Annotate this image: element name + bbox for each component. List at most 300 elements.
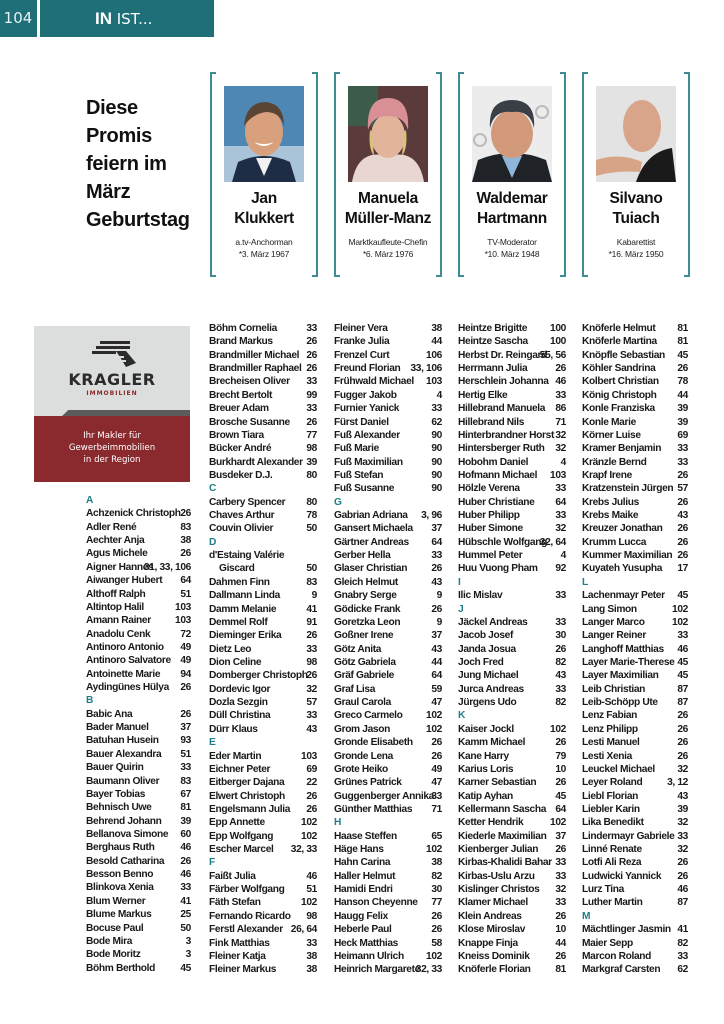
- index-entry: [582, 482, 688, 495]
- index-entry-name: Kellermann Sascha: [458, 803, 547, 815]
- index-entry: [209, 496, 317, 509]
- index-entry-name: Liebler Karin: [582, 803, 640, 815]
- index-entry-pages: 26: [306, 416, 317, 428]
- index-entry-name: Besson Benno: [86, 869, 154, 881]
- index-entry-name: Antinoro Antonio: [86, 641, 164, 653]
- index-entry-name: Aydingünes Hülya: [86, 682, 169, 694]
- index-entry: [582, 643, 688, 656]
- index-entry-name: Knöferle Martina: [582, 336, 657, 348]
- index-entry: [209, 402, 317, 415]
- index-entry: [582, 683, 688, 696]
- index-entry: [458, 522, 566, 535]
- celebrity-card: [458, 72, 566, 277]
- index-entry-pages: 41: [306, 603, 317, 615]
- index-entry-name: Joch Fred: [458, 656, 504, 668]
- index-entry-name: Altintop Halil: [86, 601, 144, 613]
- index-entry-pages: 103: [550, 469, 566, 481]
- index-entry-name: Hofmann Michael: [458, 469, 538, 481]
- index-entry: [334, 790, 442, 803]
- index-letter-header: [582, 576, 688, 589]
- index-entry: [334, 736, 442, 749]
- index-entry-name: Dion Celine: [209, 656, 262, 668]
- index-entry-name: Klein Andreas: [458, 910, 522, 922]
- celebrity-birthdate: *3. März 1967: [238, 249, 290, 259]
- index-entry: [209, 603, 317, 616]
- index-entry: [458, 896, 566, 909]
- index-entry-pages: 69: [306, 763, 317, 775]
- index-entry-name: Burkhardt Alexander: [209, 456, 303, 468]
- index-entry-name: Couvin Olivier: [209, 523, 274, 535]
- index-entry: [86, 922, 191, 935]
- index-entry-pages: 26: [180, 508, 191, 520]
- index-entry: [458, 763, 566, 776]
- index-entry-name: Liebl Florian: [582, 790, 639, 802]
- index-entry-name: Götz Gabriela: [334, 656, 396, 668]
- index-entry-pages: 32: [555, 884, 566, 896]
- ad-brand: KRAGLER: [68, 370, 156, 389]
- index-entry: [334, 456, 442, 469]
- index-entry: [334, 843, 442, 856]
- index-entry-pages: 33: [555, 870, 566, 882]
- index-entry-pages: 79: [555, 750, 566, 762]
- index-entry-name: Eichner Peter: [209, 763, 271, 775]
- index-entry: [582, 750, 688, 763]
- index-entry-pages: 77: [431, 897, 442, 909]
- index-entry-pages: 26: [677, 536, 688, 548]
- index-entry-pages: 4: [436, 389, 442, 401]
- index-entry-pages: 46: [555, 376, 566, 388]
- index-entry: [86, 561, 191, 574]
- index-entry-name: Kiederle Maximilian: [458, 830, 547, 842]
- index-entry-name: Färber Wolfgang: [209, 884, 285, 896]
- section-label: [95, 0, 152, 37]
- index-entry-name: Domberger Christoph: [209, 670, 308, 682]
- index-entry-name: Fuß Alexander: [334, 429, 400, 441]
- index-entry: [209, 322, 317, 335]
- index-entry: [86, 601, 191, 614]
- index-entry-name: Brand Markus: [209, 336, 273, 348]
- index-entry-name: Krebs Maike: [582, 510, 639, 522]
- index-letter-header: [86, 694, 191, 707]
- index-entry-pages: 38: [180, 535, 191, 547]
- index-entry-name: Klose Miroslav: [458, 924, 526, 936]
- index-entry-pages: 49: [180, 655, 191, 667]
- index-entry: [582, 496, 688, 509]
- index-entry-name: Hintersberger Ruth: [458, 443, 545, 455]
- index-letter: C: [209, 483, 217, 495]
- index-entry-pages: 46: [677, 643, 688, 655]
- index-entry-name: Berghaus Ruth: [86, 842, 155, 854]
- index-entry-pages: 26: [180, 682, 191, 694]
- index-entry-pages: 33: [677, 950, 688, 962]
- section-label-light: IST...: [116, 10, 153, 28]
- index-entry-pages: 106: [426, 349, 442, 361]
- index-entry: [209, 790, 317, 803]
- index-entry: [334, 416, 442, 429]
- index-entry-name: Leyer Roland: [582, 777, 643, 789]
- index-entry-pages: 60: [180, 828, 191, 840]
- index-entry-pages: 45: [677, 590, 688, 602]
- index-entry-pages: 26: [306, 630, 317, 642]
- index-entry: [458, 322, 566, 335]
- index-entry-name: Heimann Ulrich: [334, 950, 404, 962]
- index-entry-name: Graul Carola: [334, 697, 391, 709]
- index-entry: [582, 429, 688, 442]
- index-entry-name: Herbst Dr. Reingard: [458, 349, 548, 361]
- index-entry-pages: 98: [306, 443, 317, 455]
- index-entry: [582, 803, 688, 816]
- index-entry-name: Jacob Josef: [458, 630, 514, 642]
- index-entry: [334, 870, 442, 883]
- index-entry-pages: 92: [555, 563, 566, 575]
- celebrity-role: Marktkaufleute-Chefin: [348, 237, 428, 247]
- celebrity-role: Kabarettist: [616, 237, 656, 247]
- index-entry-pages: 82: [555, 697, 566, 709]
- index-entry-name: Damm Melanie: [209, 603, 277, 615]
- index-entry-pages: 32: [677, 817, 688, 829]
- index-entry-pages: 32: [677, 844, 688, 856]
- index-entry: [209, 562, 317, 575]
- index-entry-name: Dietz Leo: [209, 643, 252, 655]
- index-entry-pages: 26: [431, 563, 442, 575]
- index-entry-pages: 78: [306, 510, 317, 522]
- index-entry-name: Karius Loris: [458, 763, 514, 775]
- index-entry: [458, 683, 566, 696]
- index-entry: [458, 549, 566, 562]
- index-entry: [458, 870, 566, 883]
- celebrity-first-name: Jan: [251, 190, 277, 207]
- index-entry-pages: 33: [555, 683, 566, 695]
- index-entry-name: Krumm Lucca: [582, 536, 647, 548]
- index-entry-pages: 30: [431, 884, 442, 896]
- index-entry: [458, 643, 566, 656]
- index-entry-name: Gabrian Adriana: [334, 510, 408, 522]
- index-entry: [209, 416, 317, 429]
- index-entry-pages: 26: [677, 857, 688, 869]
- index-entry: [86, 775, 191, 788]
- index-letter-header: [458, 709, 566, 722]
- index-entry-pages: 69: [677, 429, 688, 441]
- index-entry: [209, 576, 317, 589]
- index-entry: [458, 335, 566, 348]
- index-entry-pages: 58: [431, 937, 442, 949]
- index-entry-pages: 33: [306, 643, 317, 655]
- index-entry-name: Dieminger Erika: [209, 630, 282, 642]
- index-entry-name: Dordevic Igor: [209, 683, 271, 695]
- index-entry-pages: 26: [677, 363, 688, 375]
- index-entry-pages: 43: [555, 670, 566, 682]
- index-entry-name: Anadolu Cenk: [86, 628, 151, 640]
- celebrity-last-name: Hartmann: [477, 210, 547, 227]
- index-entry-pages: 26: [677, 750, 688, 762]
- index-entry-pages: 87: [677, 697, 688, 709]
- index-entry-pages: 33: [180, 762, 191, 774]
- index-entry-name: Grote Heiko: [334, 763, 388, 775]
- index-entry-pages: 26: [555, 737, 566, 749]
- index-entry-name: Janda Josua: [458, 643, 516, 655]
- index-entry-pages: 99: [306, 389, 317, 401]
- celebrity-last-name: Tuiach: [612, 210, 660, 227]
- index-entry-pages: 55, 56: [539, 349, 566, 361]
- index-entry-name: Epp Annette: [209, 817, 265, 829]
- index-entry-pages: 39: [677, 403, 688, 415]
- index-entry-name: Kirbas-Khalidi Bahar: [458, 857, 552, 869]
- index-entry: [582, 709, 688, 722]
- index-column: [582, 322, 688, 977]
- index-entry: [209, 763, 317, 776]
- index-entry-pages: 26: [555, 910, 566, 922]
- index-entry: [582, 870, 688, 883]
- index-entry: [582, 816, 688, 829]
- index-entry-pages: 47: [431, 777, 442, 789]
- index-entry-pages: 72: [180, 628, 191, 640]
- index-entry-pages: 93: [180, 735, 191, 747]
- kragler-logo-icon: [92, 341, 136, 367]
- index-entry: [334, 669, 442, 682]
- index-entry-name: Escher Marcel: [209, 844, 274, 856]
- index-entry: [582, 763, 688, 776]
- kragler-advertisement[interactable]: [34, 326, 190, 482]
- index-letter-header: [209, 536, 317, 549]
- index-entry-pages: 82: [677, 937, 688, 949]
- index-entry-name: Aechter Anja: [86, 535, 145, 547]
- index-entry-pages: 26: [180, 855, 191, 867]
- index-entry: [86, 815, 191, 828]
- index-letter-header: [209, 736, 317, 749]
- ad-brand-sub: IMMOBILIEN: [86, 390, 138, 397]
- index-entry-name: Epp Wolfgang: [209, 830, 274, 842]
- index-entry-name: Jung Michael: [458, 670, 519, 682]
- index-entry: [334, 589, 442, 602]
- index-letter: J: [458, 603, 464, 615]
- index-entry-name: Behrend Johann: [86, 815, 162, 827]
- index-entry-name: Busdeker D.J.: [209, 469, 273, 481]
- index-entry-name: Lika Benedikt: [582, 817, 644, 829]
- index-entry-name: Gräf Gabriele: [334, 670, 394, 682]
- index-entry: [86, 935, 191, 948]
- index-entry-name: Gödicke Frank: [334, 603, 401, 615]
- index-entry-name: Fürst Daniel: [334, 416, 389, 428]
- index-entry-name: Gansert Michaela: [334, 523, 413, 535]
- index-entry-pages: 82: [555, 656, 566, 668]
- index-entry: [458, 830, 566, 843]
- index-entry-name: Hummel Peter: [458, 550, 523, 562]
- index-entry-pages: 37: [555, 830, 566, 842]
- index-entry-name: Kane Harry: [458, 750, 509, 762]
- index-entry: [582, 629, 688, 642]
- index-entry-pages: 100: [550, 336, 566, 348]
- index-entry: [458, 937, 566, 950]
- index-entry-name: Häge Hans: [334, 844, 384, 856]
- index-entry-pages: 46: [180, 842, 191, 854]
- index-entry: [209, 335, 317, 348]
- index-entry: [209, 910, 317, 923]
- index-entry-name: Kienberger Julian: [458, 844, 539, 856]
- celebrity-photo: [596, 86, 676, 182]
- index-entry-name: Mächtlinger Jasmin: [582, 924, 671, 936]
- index-entry-pages: 25: [180, 909, 191, 921]
- index-entry-pages: 38: [431, 857, 442, 869]
- index-entry-pages: 59: [431, 683, 442, 695]
- index-entry-pages: 33: [555, 616, 566, 628]
- index-entry-pages: 102: [426, 844, 442, 856]
- index-entry-pages: 78: [677, 376, 688, 388]
- index-entry: [209, 669, 317, 682]
- index-entry-name: Besold Catharina: [86, 855, 165, 867]
- index-entry-name: Althoff Ralph: [86, 588, 146, 600]
- index-entry-pages: 102: [550, 723, 566, 735]
- celebrity-birthdate: *6. März 1976: [362, 249, 414, 259]
- index-entry: [209, 429, 317, 442]
- index-entry-name: Glaser Christian: [334, 563, 408, 575]
- index-entry: [209, 375, 317, 388]
- index-entry-pages: 26: [431, 737, 442, 749]
- index-entry-pages: 32: [555, 443, 566, 455]
- index-entry: [334, 562, 442, 575]
- index-entry: [334, 469, 442, 482]
- index-entry-name: Franke Julia: [334, 336, 390, 348]
- index-entry-name: Knöferle Florian: [458, 964, 531, 976]
- index-entry-pages: 64: [431, 536, 442, 548]
- index-entry-name: Brandmiller Raphael: [209, 363, 302, 375]
- page-heading: [86, 94, 206, 234]
- index-entry-pages: 33: [431, 550, 442, 562]
- index-entry: [209, 442, 317, 455]
- index-entry-pages: 62: [431, 416, 442, 428]
- index-entry-name: Krebs Julius: [582, 496, 639, 508]
- index-entry-pages: 46: [306, 870, 317, 882]
- index-entry: [582, 562, 688, 575]
- index-entry: [458, 856, 566, 869]
- celebrity-photo: [472, 86, 552, 182]
- index-entry-pages: 33: [677, 456, 688, 468]
- index-entry: [458, 616, 566, 629]
- index-entry: [582, 589, 688, 602]
- index-entry-pages: 64: [555, 496, 566, 508]
- index-entry: [334, 643, 442, 656]
- ad-tagline-line: Gewerbeimmobilien: [68, 443, 156, 453]
- index-entry-pages: 26: [431, 750, 442, 762]
- index-entry-pages: 33: [677, 443, 688, 455]
- celebrity-last-name: Müller-Manz: [344, 210, 432, 227]
- index-entry-name: Klamer Michael: [458, 897, 528, 909]
- index-entry: [458, 562, 566, 575]
- index-entry-pages: 102: [550, 817, 566, 829]
- index-entry-name: Freund Florian: [334, 363, 401, 375]
- index-entry-name: Katip Ayhan: [458, 790, 513, 802]
- index-entry-pages: 26: [677, 870, 688, 882]
- index-entry-pages: 26: [180, 548, 191, 560]
- index-letter-header: [458, 576, 566, 589]
- index-entry: [209, 589, 317, 602]
- index-entry-name: Guggenberger Annika: [334, 790, 434, 802]
- index-entry-name: Eder Martin: [209, 750, 262, 762]
- index-entry-name: Brecht Bertolt: [209, 389, 273, 401]
- index-entry-name: Langer Reiner: [582, 630, 646, 642]
- index-entry: [334, 723, 442, 736]
- index-entry-pages: 26: [677, 737, 688, 749]
- index-entry-pages: 86: [555, 403, 566, 415]
- index-entry-pages: 33: [306, 710, 317, 722]
- index-entry-name: Kamm Michael: [458, 737, 526, 749]
- index-entry-name: Ferstl Alexander: [209, 924, 283, 936]
- index-entry: [334, 883, 442, 896]
- index-entry-pages: 31, 33, 106: [143, 561, 191, 573]
- heading-line: feiern im: [86, 153, 167, 175]
- celebrity-first-name: Silvano: [609, 190, 663, 207]
- index-entry: [209, 349, 317, 362]
- index-entry-name: Langhoff Matthias: [582, 643, 664, 655]
- index-entry-name: Lesti Manuel: [582, 737, 640, 749]
- index-entry-pages: 9: [436, 616, 442, 628]
- index-entry-pages: 71: [431, 803, 442, 815]
- index-entry-pages: 43: [677, 790, 688, 802]
- index-entry-pages: 26: [677, 710, 688, 722]
- index-entry: [458, 816, 566, 829]
- index-entry-pages: 32, 33: [290, 844, 317, 856]
- index-entry-name: Heck Matthias: [334, 937, 398, 949]
- index-entry-name: Knöpfle Sebastian: [582, 349, 665, 361]
- index-entry-pages: 30: [555, 630, 566, 642]
- index-letter-header: [209, 856, 317, 869]
- index-entry-name: Kirbas-Uslu Arzu: [458, 870, 535, 882]
- index-entry-name: Gerber Hella: [334, 550, 391, 562]
- index-entry-name: Haller Helmut: [334, 870, 396, 882]
- index-entry-name: Achzenick Christoph: [86, 508, 181, 520]
- index-entry-name: Brecheisen Oliver: [209, 376, 290, 388]
- index-entry: [582, 656, 688, 669]
- index-entry: [334, 389, 442, 402]
- index-entry-name: Gnabry Serge: [334, 590, 397, 602]
- index-entry: [582, 896, 688, 909]
- index-entry-name: Bode Moritz: [86, 949, 141, 961]
- index-entry-name: Leib Christian: [582, 683, 646, 695]
- index-entry-name: Lenz Fabian: [582, 710, 638, 722]
- index-entry-pages: 90: [431, 443, 442, 455]
- index-entry-name: Hölzle Verena: [458, 483, 520, 495]
- index-entry-pages: 43: [431, 576, 442, 588]
- index-entry-name: Hillebrand Manuela: [458, 403, 546, 415]
- index-entry-name: Fuß Maximilian: [334, 456, 403, 468]
- index-entry: [582, 456, 688, 469]
- index-entry-pages: 50: [306, 523, 317, 535]
- index-entry-name: Ilic Mislav: [458, 590, 503, 602]
- index-entry-name: Gärtner Andreas: [334, 536, 409, 548]
- celebrity-first-name: Waldemar: [476, 190, 548, 207]
- index-entry-name: Engelsmann Julia: [209, 803, 291, 815]
- index-entry-name: Hinterbrandner Horst: [458, 429, 555, 441]
- index-entry: [86, 828, 191, 841]
- index-entry: [334, 803, 442, 816]
- index-entry-pages: 46: [180, 869, 191, 881]
- index-entry: [209, 549, 317, 562]
- index-entry: [582, 883, 688, 896]
- index-entry-pages: 26: [677, 523, 688, 535]
- index-entry: [458, 362, 566, 375]
- index-entry-name: Konle Marie: [582, 416, 636, 428]
- index-entry: [334, 830, 442, 843]
- index-entry: [458, 843, 566, 856]
- heading-line: Promis: [86, 125, 153, 147]
- index-entry: [86, 628, 191, 641]
- index-entry: [209, 963, 317, 976]
- index-entry-name: Huber Christiane: [458, 496, 535, 508]
- index-letter: L: [582, 576, 588, 588]
- index-letter: D: [209, 536, 217, 548]
- index-entry: [582, 830, 688, 843]
- index-entry: [458, 496, 566, 509]
- index-letter: B: [86, 695, 94, 707]
